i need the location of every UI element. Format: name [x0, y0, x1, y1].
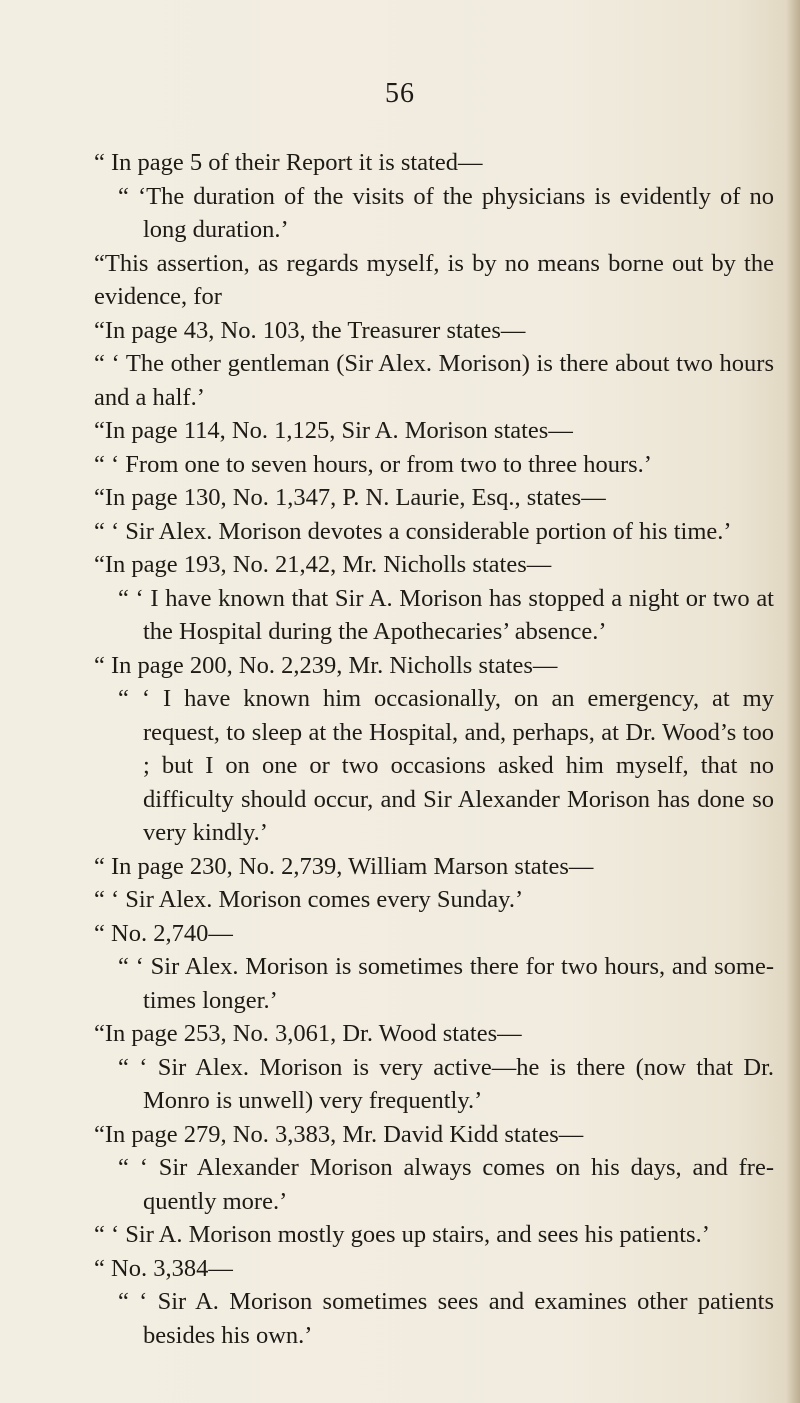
paragraph: “ ‘ From one to seven hours, or from two to three hours.’ — [94, 450, 652, 478]
paragraph: “ ‘ Sir Alex. Morison comes every Sunday.’ — [94, 886, 524, 913]
paragraph: “ ‘ Sir Alex. Morison is very active—he is there (now that Dr. Monro is unwell) very frequently.’ — [118, 1053, 774, 1114]
paragraph: “ No. 2,740— — [94, 919, 233, 947]
paragraph: “ In page 230, No. 2,739, William Marson states— — [94, 852, 594, 880]
paragraph: “In page 193, No. 21,42, Mr. Nicholls states— — [94, 551, 552, 578]
paragraph: “ ‘ Sir A. Morison sometimes sees and examines other patients besides his own.’ — [118, 1288, 774, 1349]
body-text — [94, 146, 774, 1352]
paragraph: “In page 114, No. 1,125, Sir A. Morison states— — [94, 417, 573, 444]
paragraph: “ ‘ Sir Alex. Morison is sometimes there for two hours, and some- times longer.’ — [118, 953, 774, 1014]
paragraph: “ ‘ I have known him occasionally, on an emergency, at my request, to sleep at the Hospital, and, perhaps, at Dr. Wood’s too ; but I on one or two occasions asked him myself, that no difficulty should occur, and Sir Alexander Morison has done so very kindly.’ — [118, 685, 774, 846]
paragraph: “ ‘ Sir Alexander Morison always comes on his days, and fre- quently more.’ — [118, 1154, 774, 1215]
paragraph: “ In page 5 of their Report it is stated— — [94, 149, 483, 176]
paragraph: “ ‘ Sir Alex. Morison devotes a considerable portion of his time.’ — [94, 517, 732, 545]
page-number: 56 — [385, 78, 415, 109]
paragraph: “ ‘ Sir A. Morison mostly goes up stairs, and sees his patients.’ — [94, 1221, 710, 1248]
paragraph: “ ‘The duration of the visits of the physicians is evidently of no long duration.’ — [118, 182, 774, 243]
paragraph: “ ‘ The other gentleman (Sir Alex. Morison) is there about two hours and a half.’ — [94, 350, 774, 411]
paragraph: “In page 253, No. 3,061, Dr. Wood states— — [94, 1020, 522, 1047]
paragraph: “In page 130, No. 1,347, P. N. Laurie, Esq., states— — [94, 484, 606, 511]
paragraph: “ In page 200, No. 2,239, Mr. Nicholls states— — [94, 651, 558, 679]
paragraph: “ ‘ I have known that Sir A. Morison has stopped a night or two at the Hospital during the Apothecaries’ absence.’ — [118, 584, 774, 645]
paragraph: “In page 279, No. 3,383, Mr. David Kidd states— — [94, 1120, 584, 1148]
paragraph: “ No. 3,384— — [94, 1254, 233, 1282]
paragraph: “In page 43, No. 103, the Treasurer states— — [94, 316, 526, 344]
page-edge-shadow — [786, 0, 800, 1403]
paragraph: “This assertion, as regards myself, is by no means borne out by the evidence, for — [94, 249, 774, 310]
